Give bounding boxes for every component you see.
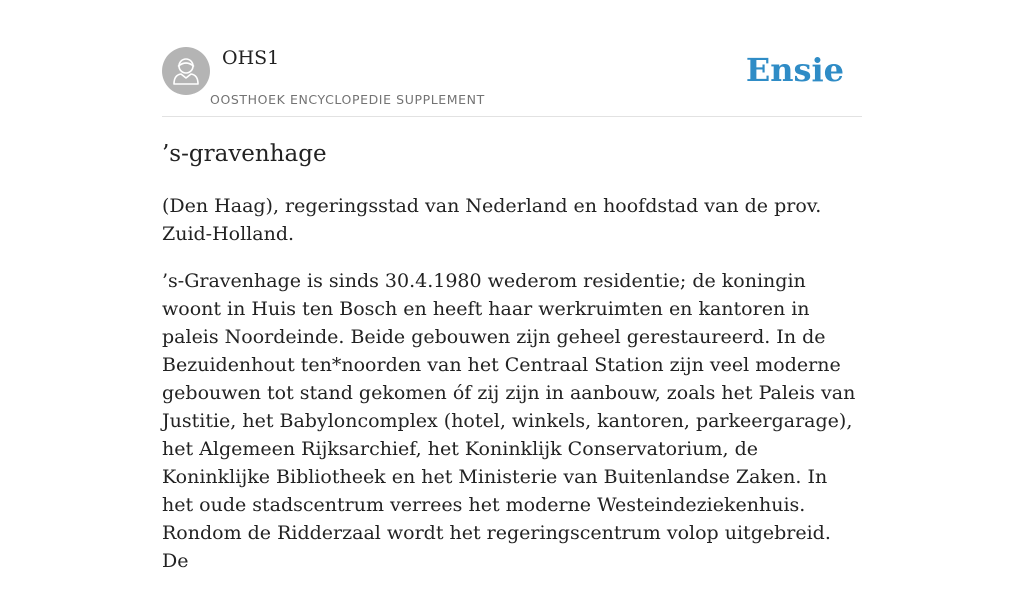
author-name[interactable]: OHS1: [222, 47, 280, 69]
article-body: [162, 192, 862, 594]
article-header: [162, 0, 862, 117]
user-icon: [162, 47, 210, 95]
article-title: ’s-gravenhage: [162, 141, 327, 167]
avatar[interactable]: [162, 47, 210, 95]
article-paragraph: (Den Haag), regeringsstad van Nederland en hoofdstad van de prov. Zuid-Holland.: [162, 195, 822, 245]
article-paragraph: ’s-Gravenhage is sinds 30.4.1980 wederom residentie; de koningin woont in Huis ten Bosch en heeft haar werkruimten en kantoren in paleis Noordeinde. Beide gebouwen zijn geheel gerestaureerd. In de Bezuidenhout ten*noorden van het Centraal Station zijn veel moderne gebouwen tot stand gekomen óf zij zijn in aanbouw, zoals het Paleis van Justitie, het Babyloncomplex (hotel, winkels, kantoren, parkeergarage), het Algemeen Rijksarchief, het Koninklijk Conservatorium, de Koninklijke Bibliotheek en het Ministerie van Buitenlandse Zaken. In het oude stadscentrum verrees het moderne Westeindeziekenhuis. Rondom de Ridderzaal wordt het regeringscentrum volop uitgebreid. De: [162, 270, 856, 572]
source-label[interactable]: OOSTHOEK ENCYCLOPEDIE SUPPLEMENT: [210, 92, 485, 107]
brand-logo[interactable]: Ensie: [745, 51, 844, 89]
